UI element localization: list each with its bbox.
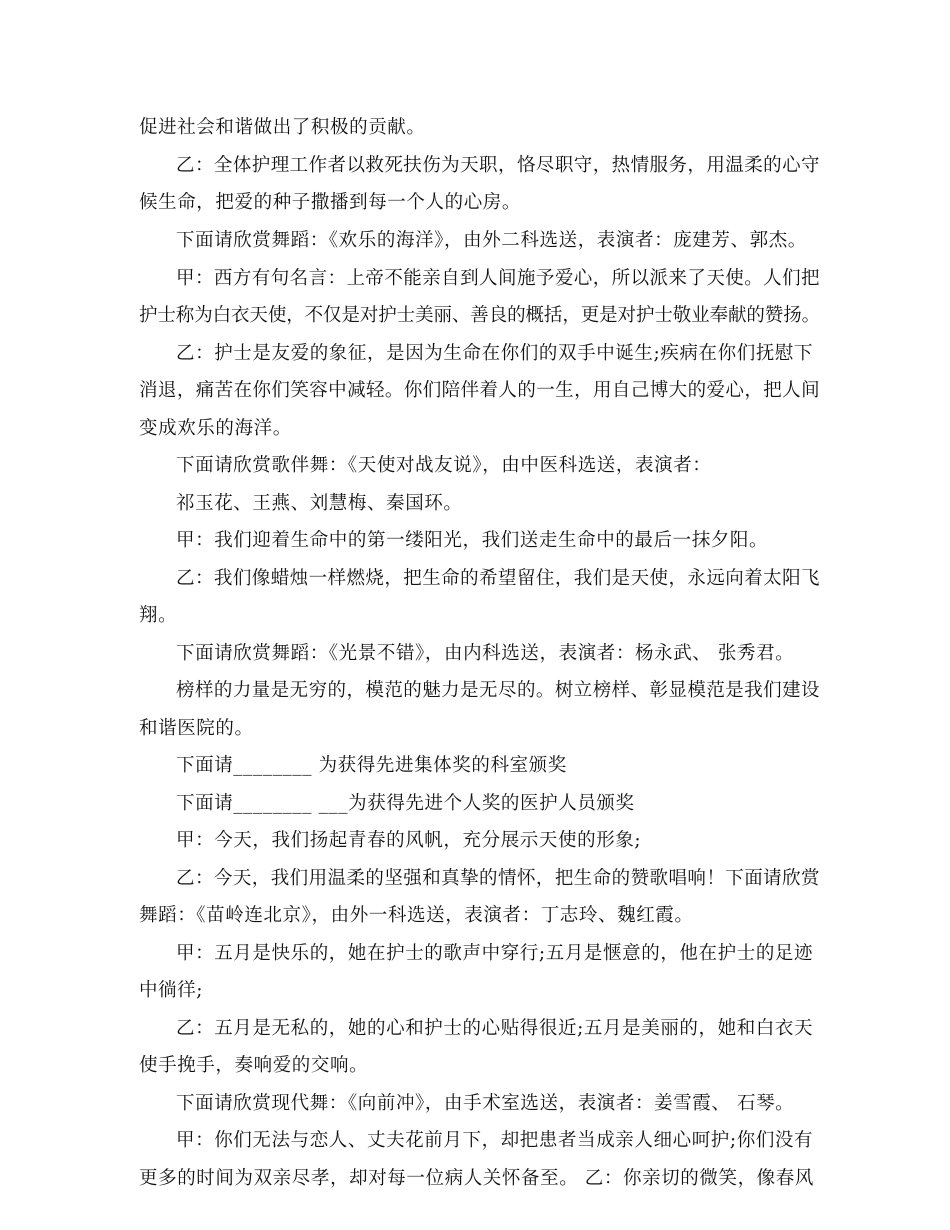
text-line: 乙：五月是无私的，她的心和护士的心贴得很近;五月是美丽的，她和白衣天 (176, 1018, 814, 1039)
text-line: 甲：五月是快乐的，她在护士的歌声中穿行;五月是惬意的，他在护士的足迹 (176, 943, 814, 964)
text-line: 乙：我们像蜡烛一样燃烧，把生命的希望留住，我们是天使，永远向着太阳飞 (176, 568, 820, 589)
text-line: 乙：全体护理工作者以救死扶伤为天职，恪尽职守，热情服务，用温柔的心守 (176, 155, 820, 176)
text-line: 下面请欣赏歌伴舞：《天使对战友说》，由中医科选送，表演者： (176, 455, 712, 476)
text-line: 舞蹈：《苗岭连北京》，由外一科选送，表演者：丁志玲、魏红霞。 (139, 905, 694, 926)
text-line: 榜样的力量是无穷的，模范的魅力是无尽的。树立榜样、彰显模范是我们建设 (176, 680, 820, 701)
text-line: 乙：护士是友爱的象征，是因为生命在你们的双手中诞生;疾病在你们抚慰下 (176, 343, 814, 364)
text-line: 下面请欣赏舞蹈：《光景不错》，由内科选送，表演者：杨永武、 张秀君。 (176, 643, 795, 664)
text-line: 促进社会和谐做出了积极的贡献。 (139, 117, 426, 138)
text-line: 甲：你们无法与恋人、丈夫花前月下，却把患者当成亲人细心呵护;你们没有 (176, 1130, 814, 1151)
text-line: 下面请________ ___为获得先进个人奖的医护人员颁奖 (176, 793, 635, 814)
text-line: 变成欢乐的海洋。 (139, 418, 292, 439)
text-line: 甲：我们迎着生命中的第一缕阳光，我们送走生命中的最后一抹夕阳。 (176, 530, 769, 551)
text-line: 候生命，把爱的种子撒播到每一个人的心房。 (139, 192, 522, 213)
text-line: 下面请________ 为获得先进集体奖的科室颁奖 (176, 755, 567, 776)
text-line: 消退，痛苦在你们笑容中减轻。你们陪伴着人的一生，用自己博大的爱心，把人间 (139, 380, 820, 401)
text-line: 更多的时间为双亲尽孝，却对每一位病人关怀备至。 乙：你亲切的微笑，像春风 (139, 1168, 814, 1189)
text-line: 下面请欣赏舞蹈：《欢乐的海洋》，由外二科选送，表演者：庞建芳、郭杰。 (176, 230, 807, 251)
text-line: 甲：西方有句名言：上帝不能亲自到人间施予爱心，所以派来了天使。人们把 (176, 268, 820, 289)
text-line: 下面请欣赏现代舞：《向前冲》，由手术室选送，表演者：姜雪霞、 石琴。 (176, 1093, 795, 1114)
text-line: 和谐医院的。 (139, 718, 254, 739)
text-line: 护士称为白衣天使，不仅是对护士美丽、善良的概括，更是对护士敬业奉献的赞扬。 (139, 305, 821, 326)
text-line: 祁玉花、王燕、刘慧梅、秦国环。 (176, 493, 463, 514)
text-line: 乙：今天，我们用温柔的坚强和真挚的情怀，把生命的赞歌唱响！下面请欣赏 (176, 868, 820, 889)
text-line: 使手挽手，奏响爱的交响。 (139, 1055, 369, 1076)
text-line: 中徜徉; (139, 980, 204, 1001)
text-line: 甲：今天，我们扬起青春的风帆，充分展示天使的形象; (176, 830, 642, 851)
text-line: 翔。 (139, 605, 178, 626)
